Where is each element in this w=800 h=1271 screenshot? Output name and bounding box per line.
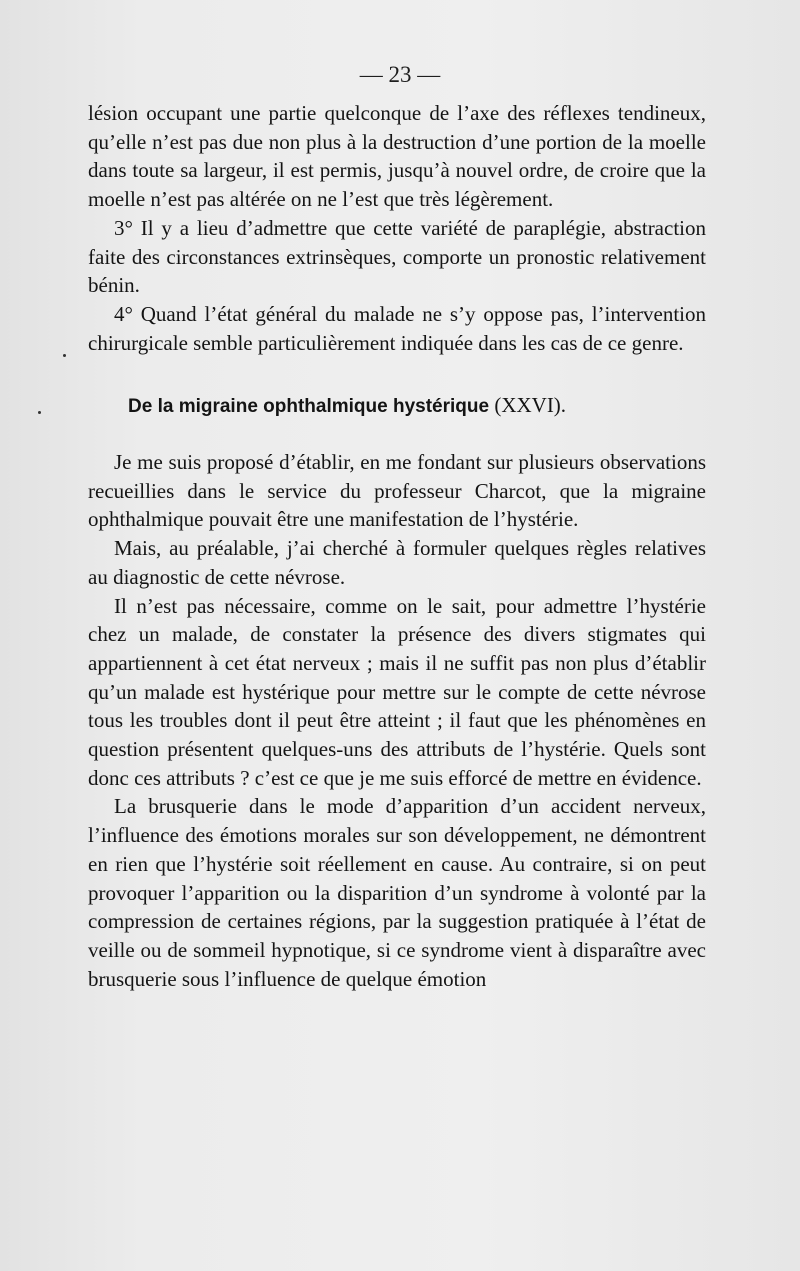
page-number: — 23 —: [359, 62, 441, 87]
paragraph-brusquerie: La brusquerie dans le mode d’apparition d’un accident nerveux, l’influence des émotions morales sur son développement, ne démontrent en rien que l’hystérie soit réellement en cause. Au contraire, si on peut provoquer l’apparition ou la disparition d’un syndrome à volonté par la compression de certaines régions, par la suggestion pratiquée à l’état de veille ou de sommeil hypnotique, si ce syndrome vient à disparaître avec brusquerie sous l’influence de quelque émotion: [88, 794, 706, 991]
section-heading: [88, 391, 706, 422]
section-reference: (XXVI).: [494, 393, 567, 418]
ink-speck: [63, 354, 66, 357]
body-text: [88, 99, 706, 993]
ink-speck: [38, 411, 41, 414]
section-title: De la migraine ophthalmique hystérique: [128, 396, 490, 418]
paragraph-stigmata: Il n’est pas nécessaire, comme on le sait, pour admettre l’hystérie chez un malade, de constater la présence des divers stigmates qui appartiennent à cet état nerveux ; mais il ne suffit pas non plus d’établir qu’un malade est hystérique pour mettre sur le compte de cette névrose tous les troubles dont il peut être atteint ; il faut que les phénomènes en question présentent quelques-uns des attributs de l’hystérie. Quels sont donc ces attributs ? c’est ce que je me suis efforcé de mettre en évidence.: [88, 593, 706, 790]
paragraph-intro: Je me suis proposé d’établir, en me fondant sur plusieurs observations recueillies dans le service du professeur Charcot, que la migraine ophthalmique pouvait être une manifestation de l’hystérie.: [88, 450, 706, 532]
paragraph-point-3: 3° Il y a lieu d’admettre que cette variété de paraplégie, abstraction faite des circonstances extrinsèques, comporte un pronostic relativement bénin.: [88, 215, 706, 298]
paragraph-continuation: lésion occupant une partie quelconque de l’axe des réflexes tendineux, qu’elle n’est pas due non plus à la destruction d’une portion de la moelle dans toute sa largeur, il est permis, jusqu’à nouvel ordre, de croire que la moelle n’est pas altérée on ne l’est que très légèrement.: [88, 101, 706, 212]
paragraph-point-4: 4° Quand l’état général du malade ne s’y oppose pas, l’intervention chirurgicale semble particulièrement indiquée dans les cas de ce genre.: [88, 301, 706, 355]
paragraph-diagnostic: Mais, au préalable, j’ai cherché à formuler quelques règles relatives au diagnostic de cette névrose.: [88, 536, 706, 589]
